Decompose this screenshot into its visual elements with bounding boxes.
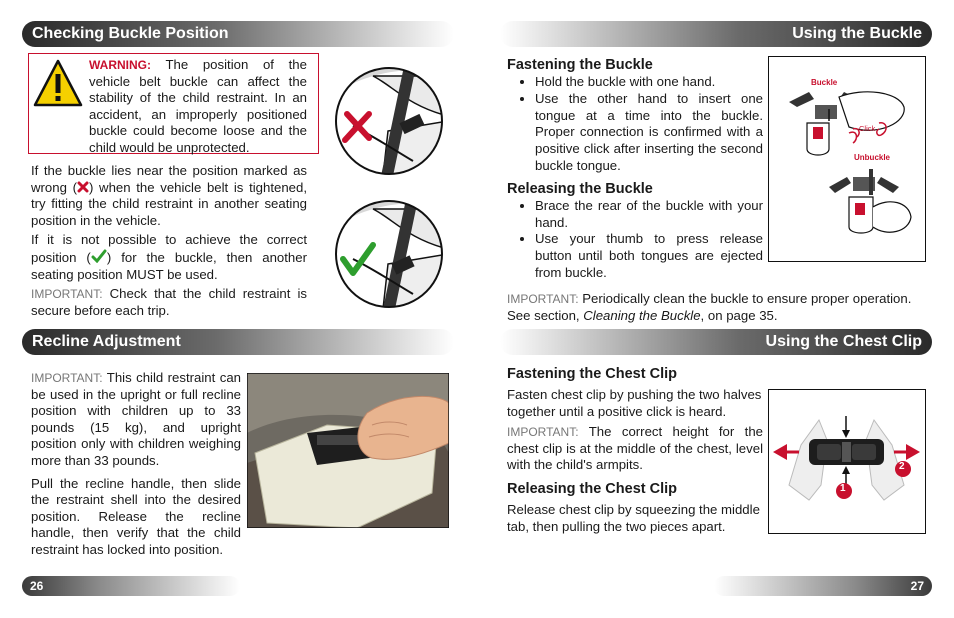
chest-fastening-text: Fasten chest clip by pushing the two halves together until a positive click is heard. (507, 387, 762, 419)
fastening-buckle-list (507, 74, 763, 175)
list-item: • Use your thumb to press release button until both tongues are ejected from buckle. (535, 231, 763, 281)
section-header-checking-buckle (22, 21, 454, 47)
releasing-buckle-list (507, 198, 763, 282)
chest-clip-block: Fastening the Chest Clip Fasten chest clip by pushing the two halves together until a positive click is heard. IMPORTANT: The correct height for the chest clip is at the middle of the chest, level with the child's armpits. Releasing the Chest Clip Release chest clip by squeezing the middle tab, then pulling the two pieces apart. (507, 366, 763, 534)
list-item: • Brace the rear of the buckle with your hand. (535, 198, 763, 232)
recline-handle-photo (247, 373, 449, 528)
unbuckle-label: Unbuckle (854, 153, 891, 162)
section-title: Checking Buckle Position (32, 25, 229, 42)
fastening-buckle-heading: Fastening the Buckle (507, 57, 653, 73)
buckle-diagram (768, 56, 926, 262)
buckle-diagram-drawing (769, 57, 924, 260)
chest-releasing-text: Release chest clip by squeezing the middle tab, then pulling the two pieces apart. (507, 501, 760, 534)
wrong-x-icon (77, 181, 89, 193)
section-title: Using the Chest Clip (765, 333, 922, 350)
clip-step-2-label: 2 (899, 461, 905, 472)
buckle-position-text: If the buckle lies near the position marked as wrong ( ) when the vehicle belt is tightened, try fitting the child restraint in another seating position in the vehicle. If it is not possible to achieve the correct position ( ) for the buckle, then another seating position MUST be used. IMPORTANT: Check that the child restraint is secure before each trip. (31, 163, 307, 318)
section-header-using-buckle (500, 21, 932, 47)
click-label: Click (859, 124, 876, 133)
buckle-label: Buckle (811, 78, 838, 87)
releasing-buckle-heading: Releasing the Buckle (507, 180, 653, 197)
warning-box (28, 53, 319, 154)
warning-triangle-icon (33, 59, 83, 107)
list-item: • Use the other hand to insert one tongue at a time into the buckle. Proper connection is confirmed with a positive click after inserting the second buckle tongue. (535, 91, 763, 175)
clip-step-1-label: 1 (840, 483, 846, 494)
page-number-right: 27 (714, 576, 932, 596)
recline-text: IMPORTANT: This child restraint can be used in the upright or full recline position with children up to 33 pounds (15 kg), and upright position only with children weighing more than 33 pounds. Pull the recline handle, then slide the restraint shell into the desired position. Release the recline handle, then verify that the child restraint has locked into position. (31, 370, 241, 557)
section-header-recline-adjustment (22, 329, 454, 355)
section-title: Recline Adjustment (32, 333, 181, 350)
list-item: • Hold the buckle with one hand. (535, 74, 763, 91)
section-title: Using the Buckle (792, 25, 922, 42)
chest-releasing-heading: Releasing the Chest Clip (507, 480, 678, 497)
correct-check-icon (91, 249, 107, 263)
buckle-important-note: IMPORTANT: Periodically clean the buckle to ensure proper operation. See section, Cleaning the Buckle, on page 35. (507, 291, 912, 323)
buckle-wrong-illustration (333, 66, 445, 176)
warning-text: WARNING: The position of the vehicle belt buckle can affect the stability of the child restraint. In an accident, an improperly positioned buckle could become loose and the child would be unprotected. (89, 57, 307, 155)
chest-clip-diagram (768, 389, 926, 534)
chest-fastening-heading: Fastening the Chest Clip (507, 366, 677, 382)
buckle-correct-illustration (333, 199, 445, 309)
section-header-using-chest-clip (500, 329, 932, 355)
page-number-left: 26 (22, 576, 240, 596)
fastening-buckle-block (507, 56, 763, 282)
